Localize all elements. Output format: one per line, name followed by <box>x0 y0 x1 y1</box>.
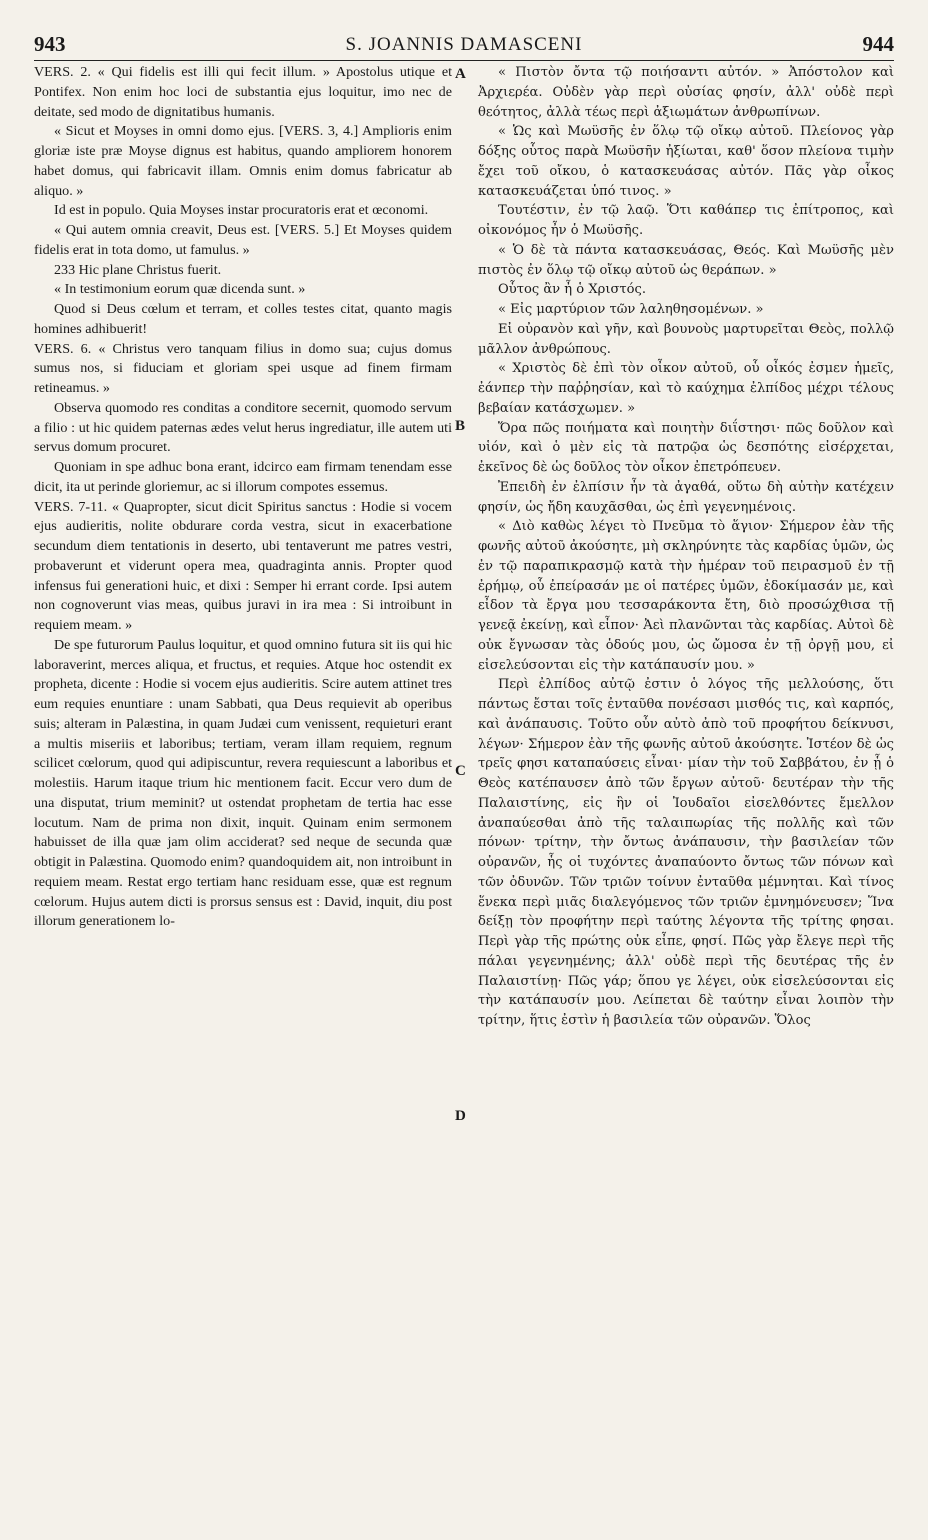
greek-paragraph: « Διὸ καθὼς λέγει τὸ Πνεῦμα τὸ ἅγιον· Σήμερον ἐὰν τῆς φωνῆς αὐτοῦ ἀκούσητε, μὴ σκληρύνητε τὰς καρδίας ὑμῶν, ὡς ἐν τῷ παραπικρασμῷ κατὰ τὴν ἡμέραν τοῦ πειρασμοῦ ἐν τῇ ἐρήμῳ, οὗ ἐπείρασάν με οἱ πατέρες ὑμῶν, ἐδοκίμασάν με, καὶ εἶδον τὰ ἔργα μου τεσσαράκοντα ἔτη, διὸ προσώχθισα τῇ γενεᾷ ἐκείνῃ, καὶ εἶπον· Ἀεὶ πλανῶνται τὰς καρδίας. Αὐτοὶ δὲ οὐκ ἔγνωσαν τὰς ὁδούς μου, ὡς ὤμοσα ἐν τῇ ὀργῇ μου, εἰ εἰσελεύσονται εἰς τὴν κατάπαυσίν μου. » <box>478 519 894 673</box>
page-number-right: 944 <box>862 32 894 56</box>
latin-paragraph: « Sicut et Moyses in omni domo ejus. [VERS. 3, 4.] Amplioris enim gloriæ iste præ Moyse dignus est habitus, quando ampliorem honorem habet domus, qui fabricavit illam. Omnis enim domus fabricatur ab aliquo. » <box>34 123 452 199</box>
running-header <box>34 32 894 61</box>
greek-paragraph: Τουτέστιν, ἐν τῷ λαῷ. Ὅτι καθάπερ τις ἐπίτροπος, καὶ οἰκονόμος ἦν ὁ Μωϋσῆς. <box>478 203 894 238</box>
margin-letter-b: B <box>455 418 466 434</box>
latin-paragraph: 233 Hic plane Christus fuerit. <box>54 261 222 278</box>
latin-paragraph: VERS. 7-11. « Quapropter, sicut dicit Spiritus sanctus : Hodie si vocem ejus audieritis, nolite obdurare corda vestra, sicut in exacerbatione secundum diem tentationis in deserto, ubi tentaverunt me patres vestri, probaverunt et viderunt opera mea, quadraginta annis. Propter quod infensus fui generationi huic, et dixi : Semper hi errant corde. Ipsi autem non cognoverunt vias meas, quibus juravi in ira mea : Si introibunt in requiem meam. » <box>34 498 452 633</box>
latin-paragraph: Quoniam in spe adhuc bona erant, idcirco eam firmam tenendam esse dicit, ita ut perinde gloriemur, ac si illorum compotes essemus. <box>34 459 452 495</box>
latin-paragraph: Observa quomodo res conditas a conditore secernit, quomodo servum a filio : ut hic quidem paternas ædes velut herus ingrediatur, ille autem uti servus domum procuret. <box>34 399 452 456</box>
latin-paragraph: VERS. 6. « Christus vero tanquam filius in domo sua; cujus domus sumus nos, si fiduciam et gloriam spei usque ad finem firmam retineamus. » <box>34 340 452 396</box>
greek-paragraph: Οὗτος ἂν ἦ ὁ Χριστός. <box>498 282 647 298</box>
latin-paragraph: « In testimonium eorum quæ dicenda sunt. » <box>54 281 306 298</box>
greek-paragraph: « Πιστὸν ὄντα τῷ ποιήσαντι αὐτόν. » Ἀπόστολον καὶ Ἀρχιερέα. Οὐδὲν γὰρ περὶ οὐσίας φησίν, ἀλλ' οὐδὲ περὶ θεότητος, ἀλλὰ τέως περὶ ἀξιωμάτων ἀνθρωπίνων. <box>478 65 894 120</box>
margin-letter-c: C <box>455 763 466 779</box>
latin-paragraph: Quod si Deus cœlum et terram, et colles testes citat, quanto magis homines adhibuerit! <box>34 301 452 337</box>
greek-paragraph: Εἰ οὐρανὸν καὶ γῆν, καὶ βουνοὺς μαρτυρεῖται Θεὸς, πολλῷ μᾶλλον ἀνθρώπους. <box>478 321 894 357</box>
latin-paragraph: VERS. 2. « Qui fidelis est illi qui fecit illum. » Apostolus utique et Pontifex. Non enim hoc loci de substantia ejus loquitur, imo nec de deitate, sed modo de dignitatibus humanis. <box>34 64 452 120</box>
greek-paragraph: « Ὁ δὲ τὰ πάντα κατασκευάσας, Θεός. Καὶ Μωϋσῆς μὲν πιστὸς ἐν ὅλῳ τῷ οἴκῳ αὐτοῦ ὡς θεράπων. » <box>478 242 894 278</box>
running-title: S. JOANNIS DAMASCENI <box>345 34 583 55</box>
latin-paragraph: « Qui autem omnia creavit, Deus est. [VERS. 5.] Et Moyses quidem fidelis erat in tota domo, ut famulus. » <box>34 222 452 258</box>
margin-letter-d: D <box>455 1108 466 1124</box>
margin-letter-a: A <box>455 66 466 82</box>
latin-column <box>34 63 452 932</box>
latin-paragraph: Id est in populo. Quia Moyses instar procuratoris erat et œconomi. <box>54 202 429 219</box>
greek-paragraph: « Εἰς μαρτύριον τῶν λαληθησομένων. » <box>498 302 764 317</box>
greek-paragraph: Ὅρα πῶς ποιήματα καὶ ποιητὴν διΐστησι· πῶς δοῦλον καὶ υἱόν, καὶ ὁ μὲν εἰς τὰ πατρῷα ὡς δεσπότης εἰσέρχεται, ἐκεῖνος δὲ ὡς δοῦλος τὸν οἶκον ἐπετρόπευεν. <box>478 420 894 475</box>
latin-paragraph: De spe futurorum Paulus loquitur, et quod omnino futura sit iis qui hic laboraverint, merces aliqua, et fructus, et requies. Atque hoc ostendit ex propheta, dicente : Hodie si vocem ejus audieritis. Scire autem attinet tres eum requies enuntiare : unam Sabbati, qua Deus requievit ab operibus suis; alteram in Palæstina, in quam Judæi cum venissent, requieturi erant a multis miseriis et laboribus; tertiam, veram illam requiem, regnum scilicet cœlorum, quod qui adipiscuntur, revera requiescunt a laboribus et molestiis. Harum itaque trium hic mentionem facit. Eccur vero dum de una disputat, trium meminit? ut ostendat prophetam de tertia hac esse locutum. Nam de prima non dixit, inquit. Quinam enim sermonem habuisset de illa quæ jam olim acciderat? sed neque de secunda quæ obtigit in Palæstina. Quomodo enim? quandoquidem ait, non introibunt in requiem meam. Restat ergo tertiam hanc residuam esse, quæ est regnum cœlorum. Hujus autem dicti is prorsus sensus est : David, inquit, diu post illorum generationem lo- <box>34 636 452 930</box>
greek-paragraph: « Χριστὸς δὲ ἐπὶ τὸν οἶκον αὐτοῦ, οὗ οἶκός ἐσμεν ἡμεῖς, ἐάνπερ τὴν παῤῥησίαν, καὶ τὸ καύχημα ἐλπίδος μέχρι τέλους βεβαίαν κατάσχωμεν. » <box>478 361 894 416</box>
page-number-left: 943 <box>34 32 66 56</box>
greek-column <box>478 63 894 1031</box>
greek-paragraph: Ἐπειδὴ ἐν ἐλπίσιν ἦν τὰ ἀγαθά, οὕτω δὴ αὐτὴν κατέχειν φησίν, ὡς ἤδη καυχᾶσθαι, ὡς ἐπὶ γεγενημένοις. <box>478 479 894 515</box>
greek-paragraph: « Ὡς καὶ Μωϋσῆς ἐν ὅλῳ τῷ οἴκῳ αὐτοῦ. Πλείονος γὰρ δόξης οὗτος παρὰ Μωϋσῆν ἠξίωται, καθ' ὅσον πλείονα τιμὴν ἔχει τοῦ οἴκου, ὁ κατασκευάσας αὐτόν. Πᾶς γὰρ οἶκος κατασκευάζεται ὑπό τινος. » <box>478 124 894 199</box>
greek-paragraph: Περὶ ἐλπίδος αὐτῷ ἐστιν ὁ λόγος τῆς μελλούσης, ὅτι πάντως ἔσται τοῖς ἐνταῦθα πονέσασι μισθός τις, καὶ καρπός, καὶ ἀνάπαυσις. Τοῦτο οὖν αὐτὸ ἀπὸ τοῦ προφήτου δείκνυσι, λέγων· Σήμερον ἐὰν τῆς φωνῆς αὐτοῦ ἀκούσητε. Ἰστέον δὲ ὡς τρεῖς φησι καταπαύσεις εἶναι· μίαν τὴν τοῦ Σαββάτου, ἐν ᾗ ὁ Θεὸς κατέπαυσεν ἀπὸ τῶν ἔργων αὐτοῦ· δευτέραν τὴν τῆς Παλαιστίνης, εἰς ἣν οἱ Ἰουδαῖοι εἰσελθόντες ἔμελλον ἀναπαύεσθαι ἀπὸ τῆς ταλαιπωρίας τῆς πολλῆς καὶ τῶν πόνων· τρίτην, τὴν ὄντως ἀνάπαυσιν, τὴν βασιλείαν τῶν οὐρανῶν, ἧς οἱ τυχόντες ἀναπαύοντο ὄντως τῶν πόνων καὶ τῶν ὀδυνῶν. Τῶν τριῶν τοίνυν ἐνταῦθα μέμνηται. Καὶ τίνος ἕνεκα περὶ μιᾶς διαλεγόμενος τῶν τριῶν ἐμνημόνευσεν; Ἵνα δείξῃ τὸν προφήτην περὶ ταύτης λέγοντα τῆς τρίτης φησαι. Περὶ γὰρ τῆς πρώτης οὐκ εἶπε, φησί. Πῶς γὰρ ἔλεγε περὶ τῆς πάλαι γεγενημένης; ἀλλ' οὐδὲ περὶ τῆς δευτέρας τῆς ἐν Παλαιστίνῃ· Πῶς γάρ; ὅπου γε λέγει, οὐκ εἰσελεύσονται εἰς τὴν κατάπαυσίν μου. Λείπεται δὲ ταύτην εἶναι λοιπὸν τὴν τρίτην, ἥτις ἐστὶν ἡ βασιλεία τῶν οὐρανῶν. Ὅλος <box>478 677 894 1028</box>
